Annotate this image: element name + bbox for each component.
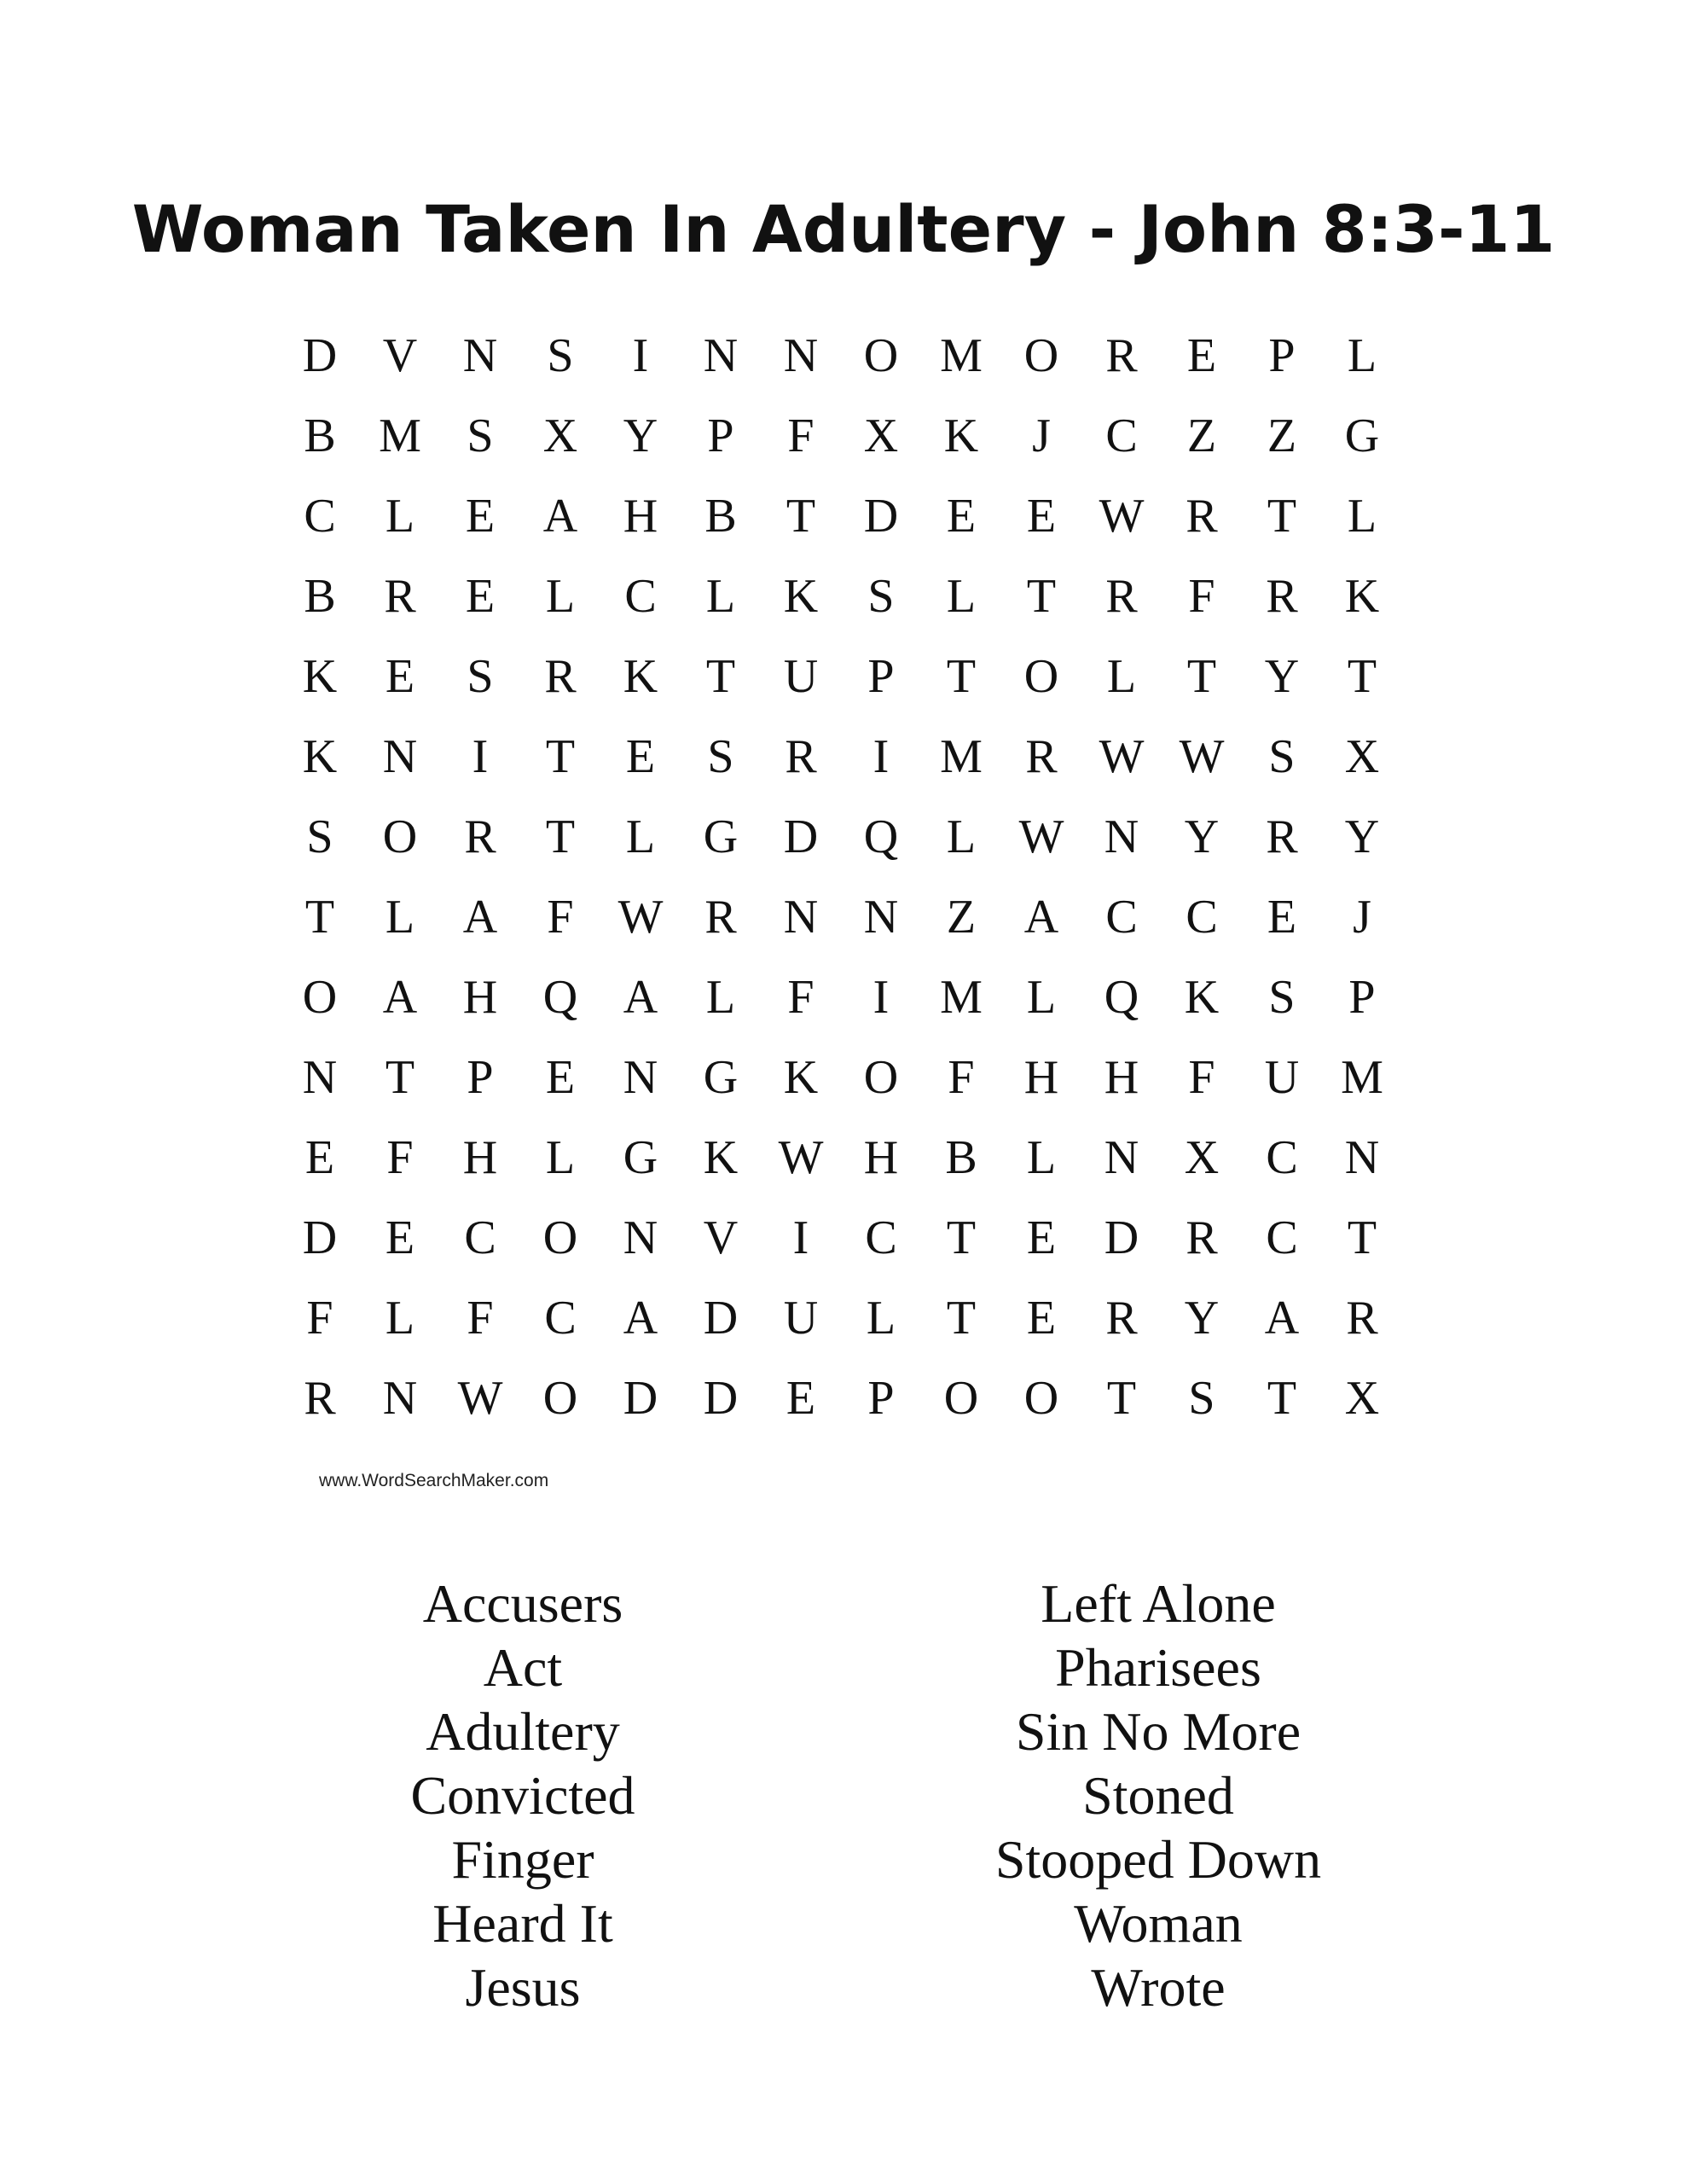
grid-letter: U <box>783 650 819 703</box>
grid-letter: C <box>544 1292 577 1345</box>
grid-letter: C <box>1266 1131 1298 1184</box>
grid-letter: Z <box>1186 410 1217 462</box>
grid-letter: B <box>945 1131 977 1184</box>
grid-letter: O <box>302 971 338 1024</box>
grid-letter: Q <box>863 810 899 863</box>
grid-letter: L <box>385 490 415 543</box>
grid-letter: J <box>1353 891 1371 944</box>
grid-letter: T <box>545 730 576 783</box>
grid-letter: A <box>1264 1292 1300 1345</box>
grid-letter: K <box>703 1131 739 1184</box>
grid-letter: S <box>1268 971 1296 1024</box>
grid-letter: E <box>786 1372 816 1425</box>
grid-letter: X <box>1344 730 1380 783</box>
grid-letter: X <box>542 410 578 462</box>
grid-letter: W <box>457 1372 503 1425</box>
grid-letter: T <box>304 891 335 944</box>
grid-letter: O <box>1023 1372 1059 1425</box>
grid-letter: F <box>948 1051 975 1104</box>
grid-letter: U <box>1264 1051 1300 1104</box>
word-list-item: Pharisees <box>1055 1637 1261 1698</box>
grid-letter: F <box>306 1292 333 1345</box>
grid-letter: K <box>623 650 658 703</box>
grid-letter: E <box>1267 891 1297 944</box>
grid-letter: F <box>547 891 574 944</box>
grid-letter: H <box>1104 1051 1139 1104</box>
grid-letter: K <box>302 730 338 783</box>
grid-letter: W <box>617 891 664 944</box>
grid-letter: C <box>1186 891 1218 944</box>
grid-letter: C <box>304 490 336 543</box>
grid-letter: T <box>545 810 576 863</box>
grid-letter: R <box>304 1372 336 1425</box>
grid-letter: N <box>1344 1131 1380 1184</box>
grid-letter: O <box>542 1372 578 1425</box>
grid-letter: Q <box>1104 971 1139 1024</box>
grid-letter: D <box>623 1372 658 1425</box>
grid-letter: L <box>385 1292 415 1345</box>
grid-letter: V <box>703 1211 739 1264</box>
grid-letter: A <box>382 971 418 1024</box>
grid-letter: R <box>464 810 496 863</box>
grid-letter: R <box>1105 570 1138 623</box>
grid-letter: S <box>707 730 734 783</box>
grid-letter: X <box>1344 1372 1380 1425</box>
grid-letter: W <box>1179 730 1225 783</box>
grid-letter: X <box>1184 1131 1220 1184</box>
grid-letter: W <box>1099 730 1145 783</box>
grid-letter: S <box>547 329 574 382</box>
grid-letter: A <box>1023 891 1059 944</box>
word-list-item: Wrote <box>1091 1957 1226 2018</box>
grid-letter: E <box>1026 1211 1057 1264</box>
grid-letter: R <box>1266 570 1298 623</box>
grid-letter: E <box>946 490 977 543</box>
grid-letter: U <box>783 1292 819 1345</box>
grid-letter: N <box>623 1051 658 1104</box>
page-title: Woman Taken In Adultery - John 8:3-11 <box>131 190 1556 267</box>
grid-letter: E <box>465 490 496 543</box>
grid-letter: C <box>1105 410 1138 462</box>
word-list-item: Finger <box>451 1829 594 1890</box>
grid-letter: E <box>1026 1292 1057 1345</box>
grid-letter: D <box>302 1211 338 1264</box>
grid-letter: C <box>1105 891 1138 944</box>
grid-letter: M <box>940 971 983 1024</box>
grid-letter: D <box>703 1372 739 1425</box>
grid-letter: A <box>623 971 658 1024</box>
grid-letter: H <box>462 971 498 1024</box>
grid-letter: E <box>1186 329 1217 382</box>
grid-letter: L <box>705 971 736 1024</box>
grid-letter: E <box>385 650 415 703</box>
word-list-item: Left Alone <box>1041 1573 1276 1634</box>
grid-letter: P <box>467 1051 494 1104</box>
grid-letter: E <box>625 730 656 783</box>
word-list-item: Convicted <box>410 1765 635 1826</box>
grid-letter: T <box>946 1292 977 1345</box>
grid-letter: L <box>625 810 656 863</box>
word-list-right <box>860 1571 1457 2019</box>
grid-letter: N <box>623 1211 658 1264</box>
grid-letter: F <box>386 1131 414 1184</box>
grid-letter: Z <box>946 891 977 944</box>
word-list-item: Stoned <box>1082 1765 1234 1826</box>
grid-letter: K <box>302 650 338 703</box>
grid-letter: N <box>462 329 498 382</box>
grid-letter: V <box>382 329 418 382</box>
grid-letter: P <box>867 650 895 703</box>
grid-letter: L <box>1026 1131 1057 1184</box>
grid-letter: D <box>863 490 899 543</box>
grid-letter: L <box>1347 490 1377 543</box>
grid-letter: N <box>1104 810 1139 863</box>
grid-letter: L <box>1026 971 1057 1024</box>
grid-letter: W <box>778 1131 824 1184</box>
grid-letter: R <box>785 730 817 783</box>
grid-letter: Y <box>1184 810 1220 863</box>
grid-letter: Q <box>542 971 578 1024</box>
word-list-item: Sin No More <box>1015 1701 1301 1762</box>
grid-letter: M <box>1341 1051 1383 1104</box>
grid-letter: Y <box>1184 1292 1220 1345</box>
grid-letter: T <box>1186 650 1217 703</box>
grid-letter: T <box>1267 490 1297 543</box>
grid-letter: C <box>1266 1211 1298 1264</box>
grid-letter: D <box>703 1292 739 1345</box>
grid-letter: M <box>379 410 421 462</box>
grid-letter: R <box>1025 730 1058 783</box>
grid-letter: I <box>872 730 890 783</box>
grid-letter: Z <box>1267 410 1297 462</box>
grid-letter: T <box>946 1211 977 1264</box>
grid-letter: J <box>1032 410 1051 462</box>
grid-letter: L <box>946 810 977 863</box>
grid-letter: D <box>1104 1211 1139 1264</box>
grid-letter: T <box>1347 650 1377 703</box>
grid-letter: Y <box>1264 650 1300 703</box>
grid-letter: O <box>863 1051 899 1104</box>
grid-letter: T <box>1106 1372 1137 1425</box>
grid-letter: K <box>783 570 819 623</box>
grid-letter: R <box>1346 1292 1378 1345</box>
letter-grid <box>280 316 1399 1438</box>
grid-letter: K <box>1344 570 1380 623</box>
grid-letter: N <box>382 730 418 783</box>
grid-letter: A <box>623 1292 658 1345</box>
grid-letter: O <box>542 1211 578 1264</box>
grid-letter: X <box>863 410 899 462</box>
grid-letter: T <box>786 490 816 543</box>
grid-letter: G <box>703 810 739 863</box>
grid-letter: N <box>302 1051 338 1104</box>
grid-letter: W <box>1099 490 1145 543</box>
grid-letter: C <box>624 570 657 623</box>
grid-letter: B <box>704 490 737 543</box>
word-list-item: Adultery <box>426 1701 620 1762</box>
grid-letter: H <box>462 1131 498 1184</box>
grid-letter: L <box>705 570 736 623</box>
grid-letter: A <box>542 490 578 543</box>
grid-letter: P <box>1268 329 1296 382</box>
grid-letter: E <box>385 1211 415 1264</box>
grid-letter: T <box>705 650 736 703</box>
grid-letter: B <box>304 570 336 623</box>
grid-letter: G <box>703 1051 739 1104</box>
grid-letter: P <box>707 410 734 462</box>
grid-letter: P <box>867 1372 895 1425</box>
grid-letter: E <box>545 1051 576 1104</box>
grid-letter: F <box>787 971 815 1024</box>
word-list-item: Accusers <box>422 1573 623 1634</box>
word-list-item: Act <box>483 1637 563 1698</box>
grid-letter: L <box>545 570 576 623</box>
grid-letter: R <box>1105 1292 1138 1345</box>
grid-letter: E <box>304 1131 335 1184</box>
grid-letter: G <box>1344 410 1380 462</box>
grid-letter: T <box>1267 1372 1297 1425</box>
grid-letter: C <box>865 1211 897 1264</box>
grid-letter: O <box>943 1372 979 1425</box>
grid-letter: N <box>382 1372 418 1425</box>
grid-letter: P <box>1348 971 1376 1024</box>
grid-letter: R <box>704 891 737 944</box>
grid-letter: N <box>1104 1131 1139 1184</box>
grid-letter: I <box>632 329 649 382</box>
watermark-url: www.WordSearchMaker.com <box>319 1471 549 1490</box>
grid-letter: M <box>940 730 983 783</box>
word-list-item: Heard It <box>432 1893 613 1954</box>
grid-letter: T <box>385 1051 415 1104</box>
word-list-item: Woman <box>1074 1893 1243 1954</box>
grid-letter: O <box>1023 329 1059 382</box>
grid-letter: N <box>783 891 819 944</box>
grid-letter: K <box>1184 971 1220 1024</box>
grid-letter: T <box>1347 1211 1377 1264</box>
grid-letter: L <box>866 1292 896 1345</box>
grid-letter: R <box>384 570 416 623</box>
grid-letter: E <box>465 570 496 623</box>
word-list-left <box>224 1571 821 2019</box>
grid-letter: B <box>304 410 336 462</box>
grid-letter: W <box>1018 810 1064 863</box>
grid-letter: F <box>467 1292 494 1345</box>
grid-letter: N <box>863 891 899 944</box>
grid-letter: N <box>783 329 819 382</box>
grid-letter: D <box>783 810 819 863</box>
grid-letter: Y <box>623 410 658 462</box>
grid-letter: S <box>467 410 494 462</box>
grid-letter: R <box>1105 329 1138 382</box>
grid-letter: C <box>464 1211 496 1264</box>
grid-letter: I <box>792 1211 809 1264</box>
grid-letter: L <box>545 1131 576 1184</box>
grid-letter: H <box>863 1131 899 1184</box>
grid-letter: H <box>1023 1051 1059 1104</box>
grid-letter: S <box>867 570 895 623</box>
grid-letter: R <box>1186 490 1218 543</box>
grid-letter: E <box>1026 490 1057 543</box>
grid-letter: L <box>1106 650 1137 703</box>
grid-letter: F <box>1188 1051 1215 1104</box>
grid-letter: L <box>1347 329 1377 382</box>
grid-letter: S <box>467 650 494 703</box>
grid-letter: O <box>1023 650 1059 703</box>
grid-letter: O <box>863 329 899 382</box>
grid-letter: N <box>703 329 739 382</box>
grid-letter: F <box>1188 570 1215 623</box>
grid-letter: R <box>1266 810 1298 863</box>
grid-letter: H <box>623 490 658 543</box>
grid-letter: M <box>940 329 983 382</box>
grid-letter: F <box>787 410 815 462</box>
grid-letter: D <box>302 329 338 382</box>
grid-letter: G <box>623 1131 658 1184</box>
grid-letter: S <box>1188 1372 1215 1425</box>
grid-letter: I <box>872 971 890 1024</box>
grid-letter: R <box>1186 1211 1218 1264</box>
grid-letter: R <box>544 650 577 703</box>
grid-letter: I <box>472 730 489 783</box>
word-list-item: Jesus <box>465 1957 581 2018</box>
grid-letter: Y <box>1344 810 1380 863</box>
grid-letter: T <box>946 650 977 703</box>
grid-letter: K <box>783 1051 819 1104</box>
grid-letter: T <box>1026 570 1057 623</box>
grid-letter: O <box>382 810 418 863</box>
grid-letter: L <box>946 570 977 623</box>
grid-letter: A <box>462 891 498 944</box>
grid-letter: K <box>943 410 979 462</box>
grid-letter: S <box>306 810 333 863</box>
grid-letter: L <box>385 891 415 944</box>
grid-letter: S <box>1268 730 1296 783</box>
word-list-item: Stooped Down <box>994 1829 1322 1890</box>
